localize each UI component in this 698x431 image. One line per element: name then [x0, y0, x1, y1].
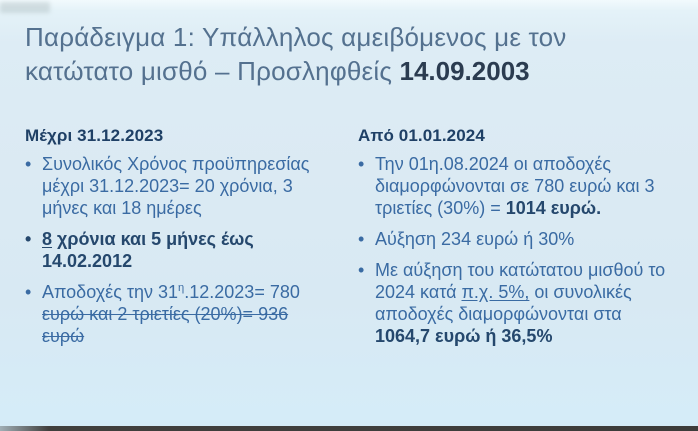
bullet-text-segment-strikethrough: ευρώ και 2 τριετίες (20%)= 936 ευρώ [42, 304, 289, 346]
list-item [25, 281, 347, 347]
left-column-header: Μέχρι 31.12.2023 [25, 126, 164, 145]
bullet-text-segment: χρόνια και 5 μήνες έως 14.02.2012 [42, 229, 254, 271]
bottom-edge-bar [0, 426, 698, 431]
top-edge-artifact [0, 2, 50, 13]
bullet-icon: • [25, 154, 32, 174]
list-item [358, 153, 690, 219]
list-item [25, 153, 347, 219]
bullet-icon: • [25, 282, 32, 302]
bullet-icon: • [358, 229, 365, 249]
bullet-text-segment: Την 01η.08.2024 οι αποδοχές διαμορφώνονται σε 780 ευρώ και 3 τριετίες (30%) = [375, 154, 655, 218]
bullet-text-segment: 1064,7 ευρώ ή 36,5% [375, 326, 553, 346]
bullet-text-segment-superscript: η [178, 282, 185, 294]
list-item [25, 228, 347, 272]
bullet-icon: • [358, 154, 365, 174]
right-column [358, 126, 690, 356]
list-item [358, 259, 690, 347]
slide-title [25, 20, 650, 88]
bullet-icon: • [358, 260, 365, 280]
title-text: Παράδειγμα 1: Υπάλληλος αμειβόμενος με τον κατώτατο μισθό – Προσληφθείς [25, 22, 567, 86]
bullet-text-segment: 1014 ευρώ. [505, 198, 602, 218]
bullet-text-segment: 8 [42, 229, 53, 249]
bullet-text-segment-underline: π.χ. 5%, [461, 282, 530, 302]
bullet-text-segment: Αύξηση 234 ευρώ ή 30% [375, 229, 575, 249]
bullet-text-segment: Με αύξηση του κατώτατου μισθού το 2024 κατά [375, 260, 666, 302]
right-bullet-list [358, 153, 690, 347]
bullet-text-segment: .12.2023= 780 [184, 282, 300, 302]
right-column-header: Από 01.01.2024 [358, 126, 485, 145]
two-column-body [25, 126, 690, 356]
title-hire-date: 14.09.2003 [399, 56, 530, 86]
bullet-text-segment: Συνολικός Χρόνος προϋπηρεσίας μέχρι 31.12.2023= 20 χρόνια, 3 μήνες και 18 ημέρες [42, 154, 310, 218]
bullet-icon: • [25, 229, 32, 249]
list-item [358, 228, 690, 250]
bullet-text-segment: οι συνολικές αποδοχές διαμορφώνονται στα [375, 282, 632, 324]
left-column [25, 126, 347, 356]
bullet-text-segment: Αποδοχές την 31 [42, 282, 179, 302]
left-bullet-list [25, 153, 347, 347]
